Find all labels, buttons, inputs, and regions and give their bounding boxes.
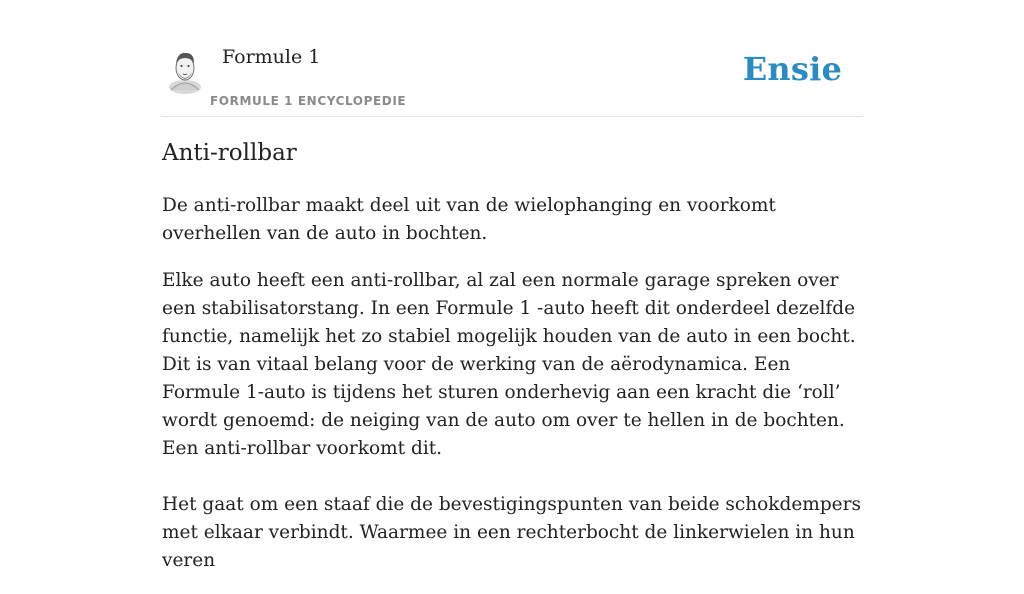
portrait-sketch-icon[interactable] (166, 46, 206, 94)
site-logo[interactable]: Ensie (742, 50, 842, 88)
page-header (162, 0, 862, 117)
paragraph: De anti-rollbar maakt deel uit van de wielophanging en voorkomt overhellen van de auto in bochten. (162, 195, 776, 244)
article-body (162, 192, 862, 594)
paragraph: Elke auto heeft een anti-rollbar, al zal een normale garage spreken over een stabilisatorstang. In een Formule 1 -auto heeft dit onderdeel dezelfde functie, namelijk het zo stabiel mogelijk houden van de auto in een bocht. Dit is van vitaal belang voor de werking van de aërodynamica. Een Formule 1-auto is tijdens het sturen onderhevig aan een kracht die ‘roll’ wordt genoemd: de neiging van de auto om over te hellen in de bochten. Een anti-rollbar voorkomt dit. (162, 270, 856, 459)
author-name[interactable]: Formule 1 (222, 46, 321, 68)
article-title: Anti-rollbar (162, 140, 297, 166)
paragraph: Het gaat om een staaf die de bevestigingspunten van beide schokdempers met elkaar verbindt. Waarmee in een rechterbocht de linkerwielen in hun veren (162, 494, 861, 571)
encyclopedia-subtitle[interactable]: FORMULE 1 ENCYCLOPEDIE (210, 94, 407, 108)
